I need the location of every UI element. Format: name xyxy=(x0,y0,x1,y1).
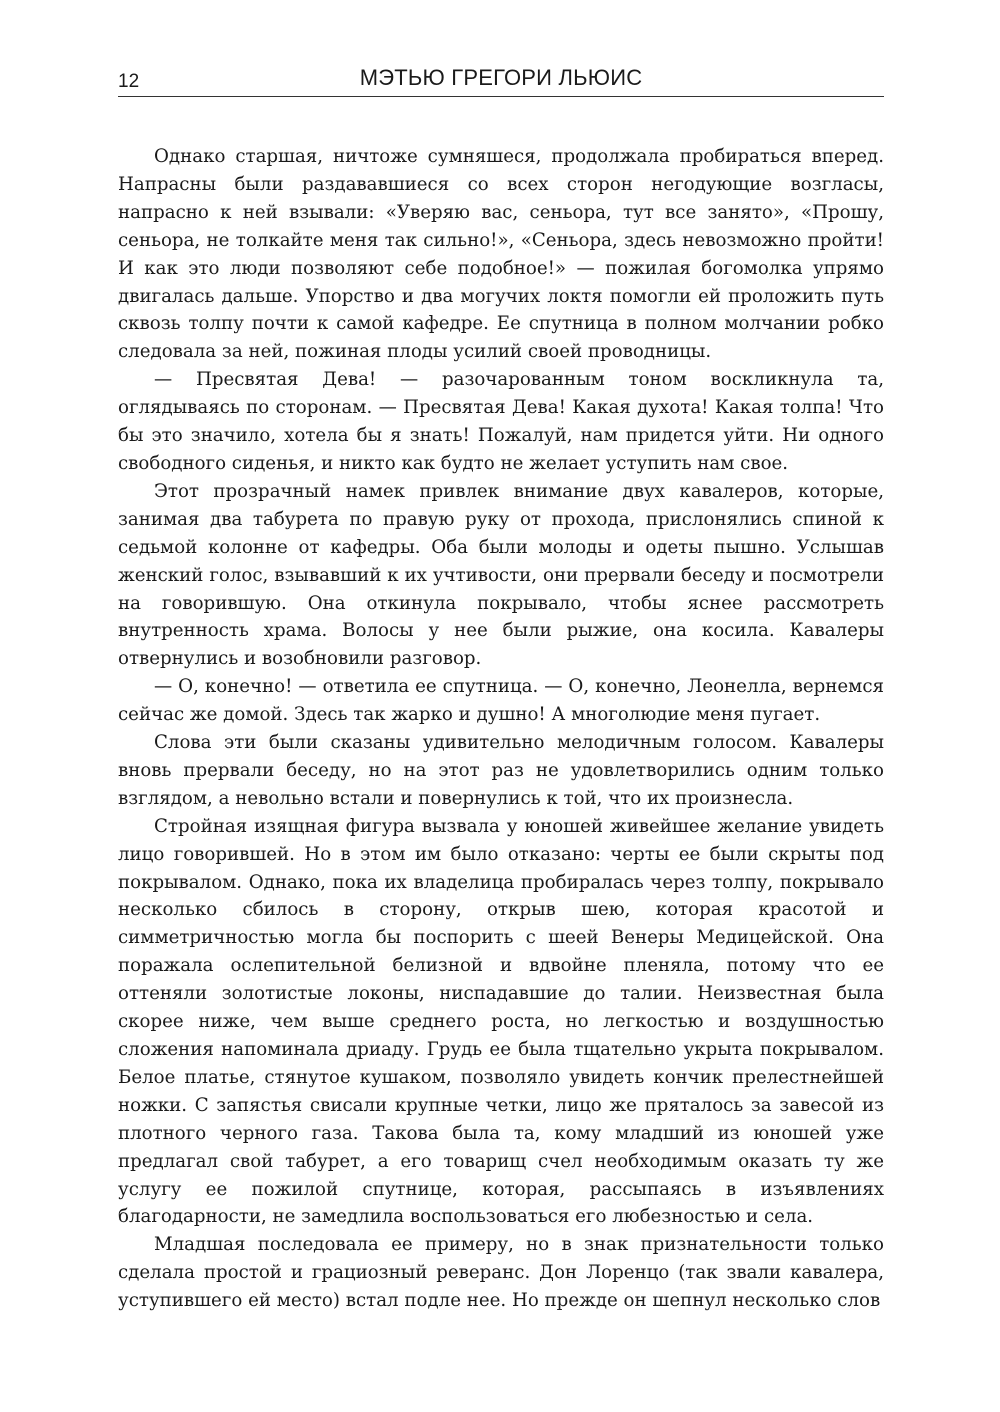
paragraph-5: Слова эти были сказаны удивительно мелодичным голосом. Кавалеры вновь прервали беседу, но на этот раз не удовлетворились одним только взглядом, а невольно встали и повернулись к той, что их произнесла. xyxy=(118,732,884,809)
paragraph-3: Этот прозрачный намек привлек внимание двух кавалеров, которые, занимая два табурета по правую руку от прохода, прислонялись спиной к седьмой колонне от кафедры. Оба были молоды и одеты пышно. Услышав женский голос, взывавший к их учтивости, они прервали беседу и посмотрели на говорившую. Она откинула покрывало, чтобы яснее рассмотреть внутренность храма. Волосы у нее были рыжие, она косила. Кавалеры отвернулись и возобновили разговор. xyxy=(118,480,884,670)
paragraph-2: — Пресвятая Дева! — разочарованным тоном воскликнула та, оглядываясь по сторонам. — Пресвятая Дева! Какая духота! Какая толпа! Что бы это значило, хотела бы я знать! Пожалуй, нам придется уйти. Ни одного свободного сиденья, и никто как будто не желает уступить нам свое. xyxy=(118,369,884,474)
page-number: 12 xyxy=(118,71,140,92)
paragraph-1: Однако старшая, ничтоже сумняшеся, продолжала пробираться вперед. Напрасны были раздававшиеся со всех сторон негодующие возгласы, напрасно к ней взывали: «Уверяю вас, сеньора, тут все занято», «Прошу, сеньора, не толкайте меня так сильно!», «Сеньора, здесь невозможно пройти! И как это люди позволяют себе подобное!» — пожилая богомолка упрямо двигалась дальше. Упорство и два могучих локтя помогли ей проложить путь сквозь толпу почти к самой кафедре. Ее спутница в полном молчании робко следовала за ней, пожиная плоды усилий своей проводницы. xyxy=(118,146,884,363)
paragraph-6: Стройная изящная фигура вызвала у юношей живейшее желание увидеть лицо говорившей. Но в этом им было отказано: черты ее были скрыты под покрывалом. Однако, пока их владелица пробиралась через толпу, покрывало несколько сбилось в сторону, открыв шею, которая красотой и симметричностью могла бы поспорить с шеей Венеры Медицейской. Она поражала ослепительной белизной и вдвойне пленяла, потому что ее оттеняли золотистые локоны, ниспадавшие до талии. Неизвестная была скорее ниже, чем выше среднего роста, но легкостью и воздушностью сложения напоминала дриаду. Грудь ее была тщательно укрыта покрывалом. Белое платье, стянутое кушаком, позволяло увидеть кончик прелестнейшей ножки. С запястья свисали крупные четки, лицо же пряталось за завесой из плотного черного газа. Такова была та, кому младший из юношей уже предлагал свой табурет, а его товарищ счел необходимым оказать ту же услугу ее пожилой спутнице, которая, рассыпаясь в изъявлениях благодарности, не замедлила воспользоваться его любезностью и села. xyxy=(118,815,884,1228)
body-text xyxy=(118,143,884,1315)
book-author-header: МЭТЬЮ ГРЕГОРИ ЛЬЮИС xyxy=(359,65,643,90)
running-header xyxy=(118,62,884,97)
paragraph-4: — О, конечно! — ответила ее спутница. — О, конечно, Леонелла, вернемся сейчас же домой. Здесь так жарко и душно! А многолюдие меня пугает. xyxy=(118,676,884,726)
paragraph-7: Младшая последовала ее примеру, но в знак признательности только сделала простой и грациозный реверанс. Дон Лоренцо (так звали кавалера, уступившего ей место) встал подле нее. Но прежде он шепнул несколько слов xyxy=(118,1234,884,1312)
